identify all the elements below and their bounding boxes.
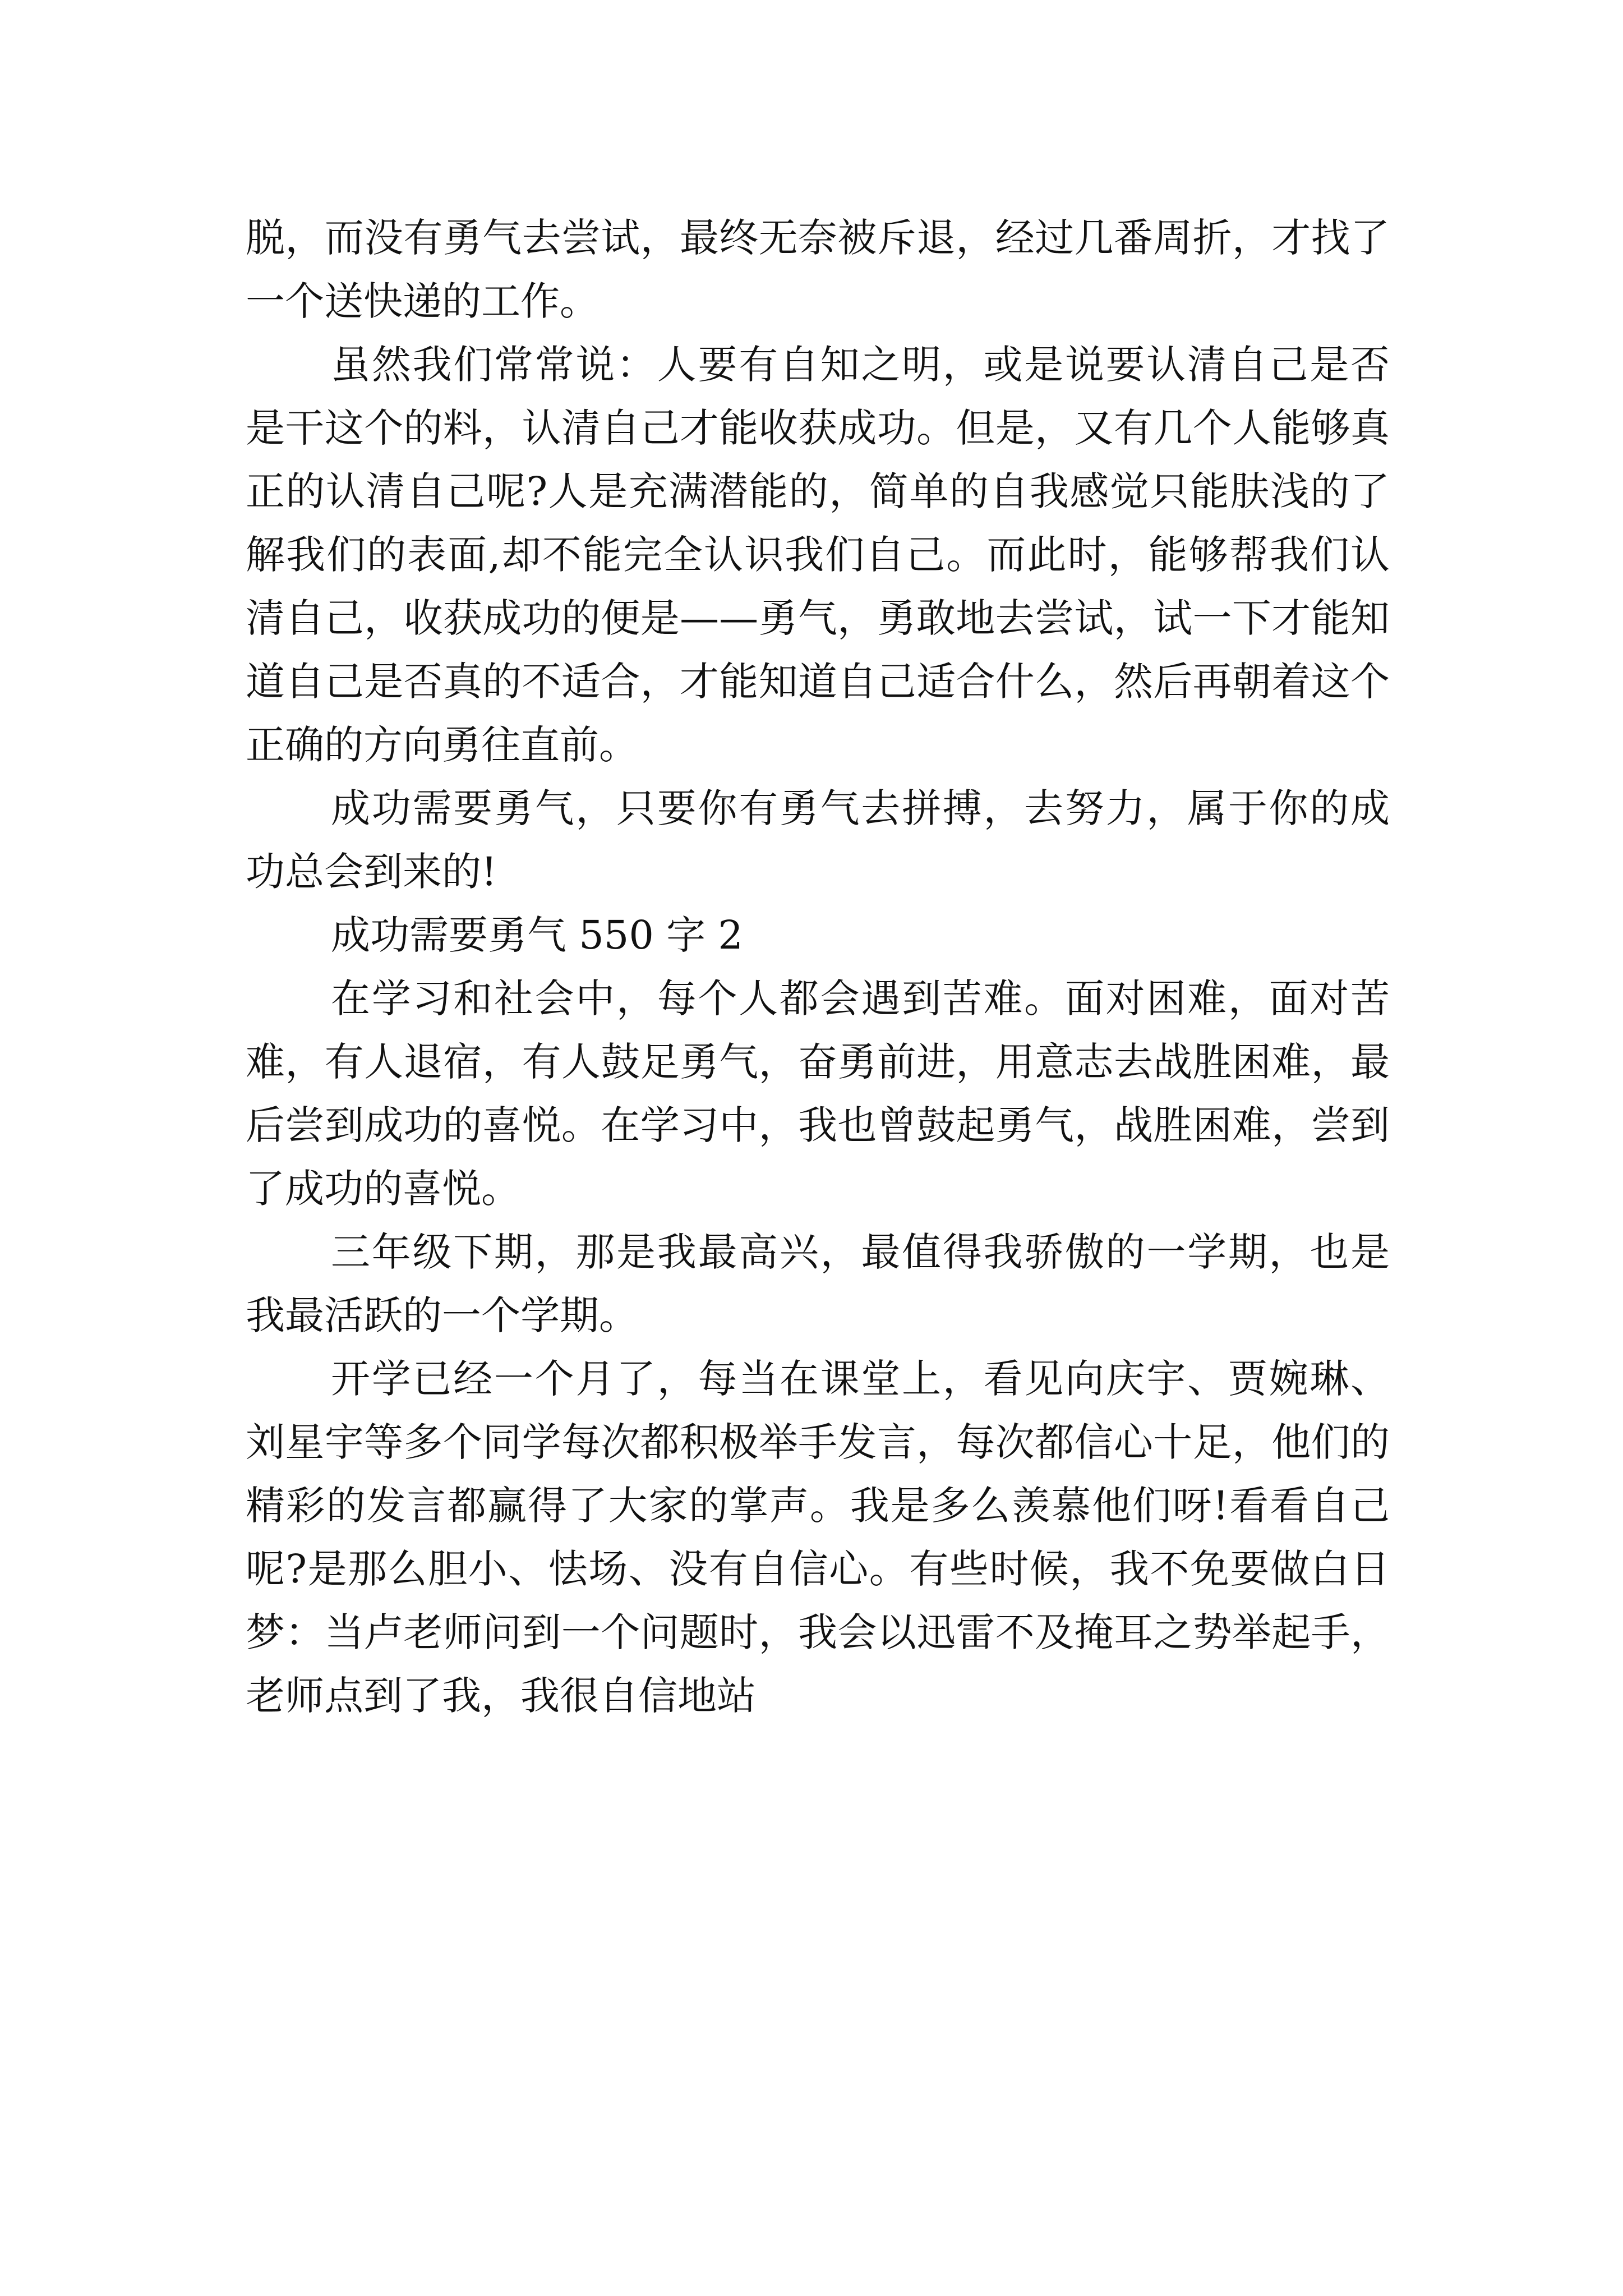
- paragraph-self-knowledge: 虽然我们常常说：人要有自知之明，或是说要认清自己是否是干这个的料，认清自己才能收获成功。但是，又有几个人能够真正的认清自己呢?人是充满潜能的，简单的自我感觉只能肤浅的了解我们的表面,却不能完全认识我们自己。而此时，能够帮我们认清自己，收获成功的便是——勇气，勇敢地去尝试，试一下才能知道自己是否真的不适合，才能知道自己适合什么，然后再朝着这个正确的方向勇往直前。: [246, 342, 1390, 768]
- paragraph-continuation: 脱，而没有勇气去尝试，最终无奈被斥退，经过几番周折，才找了一个送快递的工作。: [246, 215, 1390, 324]
- paragraph-classroom: 开学已经一个月了，每当在课堂上，看见向庆宇、贾婉琳、刘星宇等多个同学每次都积极举手发言，每次都信心十足，他们的精彩的发言都赢得了大家的掌声。我是多么羡慕他们呀!看看自己呢?是那么胆小、怯场、没有自信心。有些时候，我不免要做白日梦：当卢老师问到一个问题时，我会以迅雷不及掩耳之势举起手，老师点到了我，我很自信地站: [246, 1356, 1390, 1719]
- paragraph-conclusion: 成功需要勇气，只要你有勇气去拼搏，去努力，属于你的成功总会到来的!: [246, 785, 1390, 895]
- paragraph-study-society: 在学习和社会中，每个人都会遇到苦难。面对困难，面对苦难，有人退宿，有人鼓足勇气，奋勇前进，用意志去战胜困难，最后尝到成功的喜悦。在学习中，我也曾鼓起勇气，战胜困难，尝到了成功的喜悦。: [246, 976, 1390, 1212]
- paragraph-third-grade: 三年级下期，那是我最高兴，最值得我骄傲的一学期，也是我最活跃的一个学期。: [246, 1229, 1390, 1338]
- document-body: [246, 206, 1390, 1728]
- essay-heading: 成功需要勇气 550 字 2: [331, 912, 743, 958]
